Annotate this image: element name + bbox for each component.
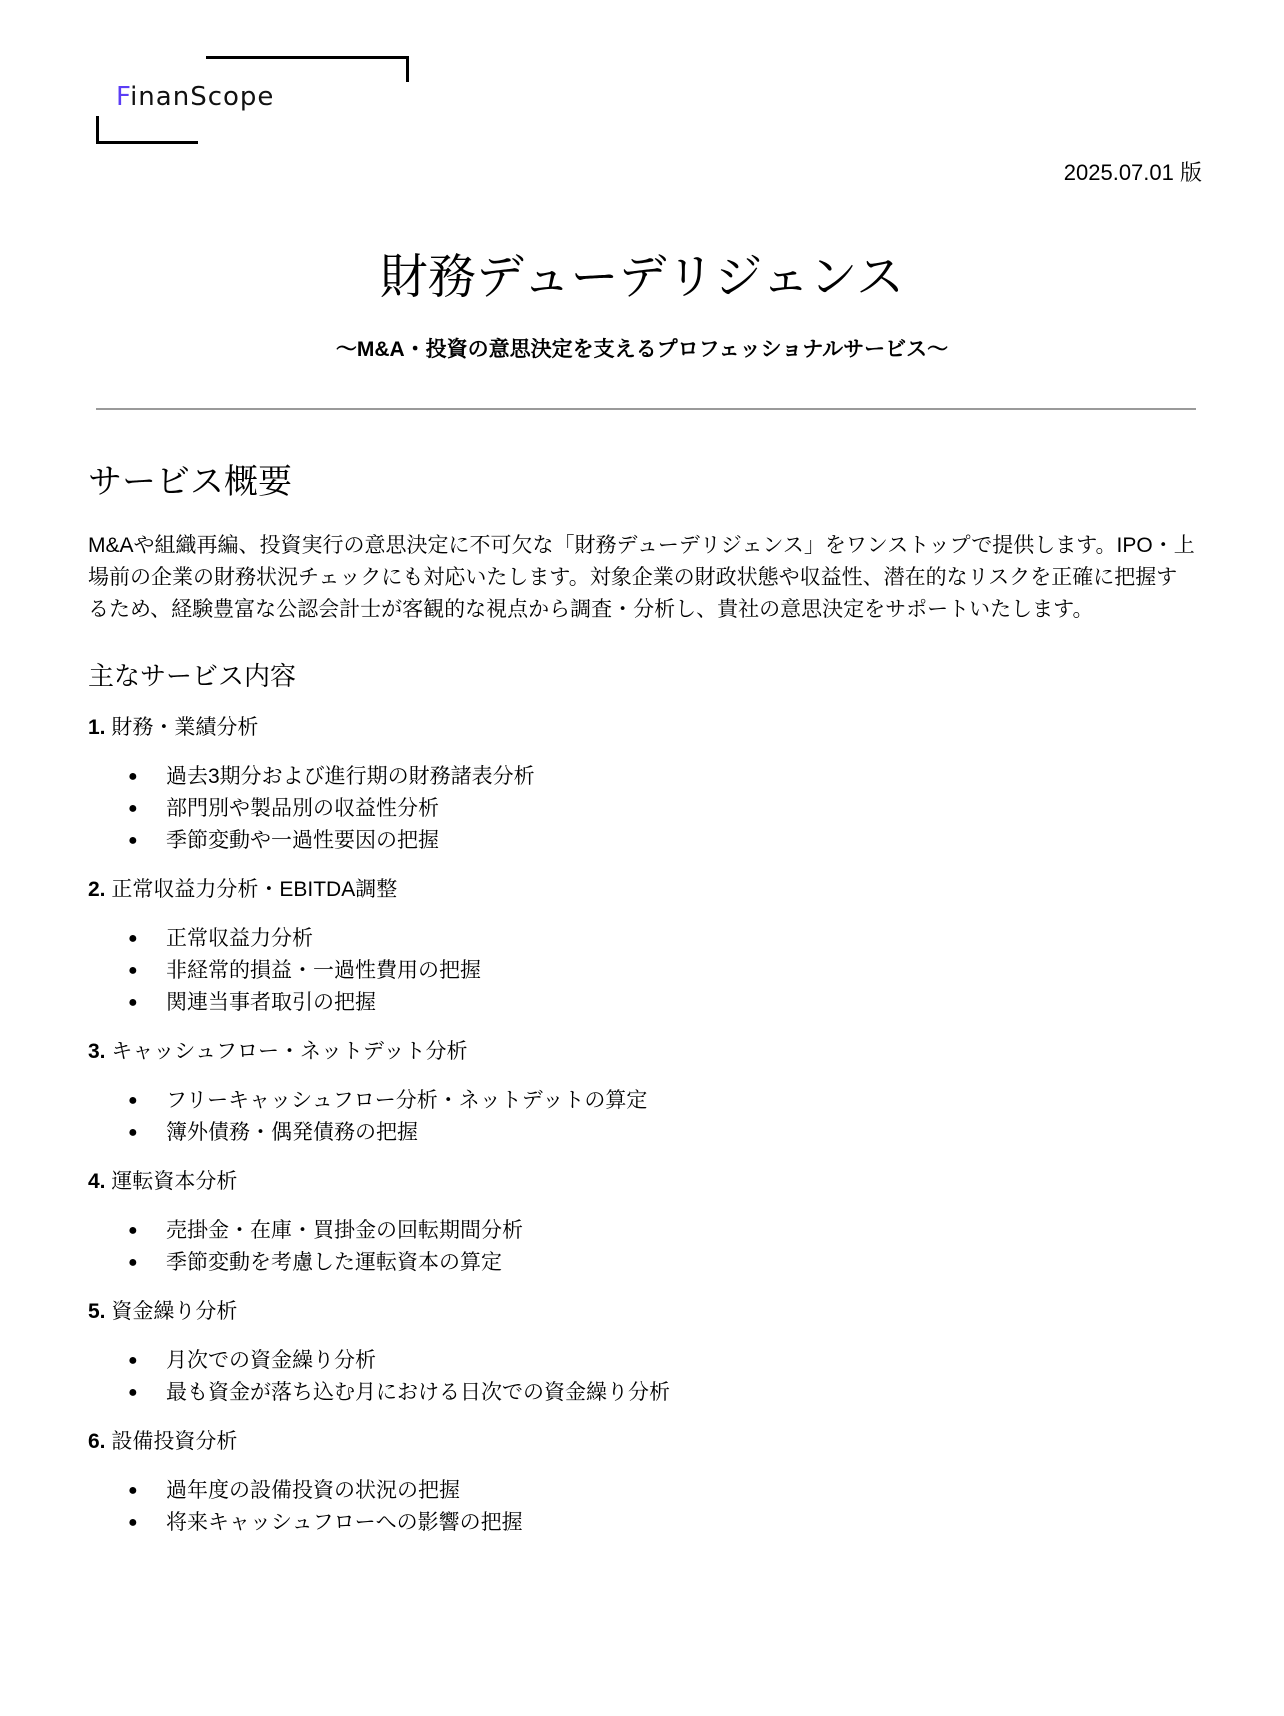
document-body [88,458,1198,1556]
service-number: 2. [88,878,106,901]
service-title-label: 資金繰り分析 [111,1300,238,1323]
finanscope-logo [96,56,316,146]
bullet-icon: ● [128,768,138,785]
logo-bracket-top-right [206,56,409,82]
service-item-list [88,1345,1198,1409]
logo-accent-letter: F [116,82,131,112]
service-title-label: 正常収益力分析・EBITDA調整 [111,878,398,901]
list-item-text: 非経常的損益・一過性費用の把握 [166,959,481,982]
list-item [88,825,1198,857]
service-group [88,874,1198,1019]
list-item-text: 関連当事者取引の把握 [166,991,376,1014]
bullet-icon: ● [128,1222,138,1239]
service-item-list [88,761,1198,857]
list-item [88,1117,1198,1149]
list-item-text: 部門別や製品別の収益性分析 [166,797,439,820]
overview-paragraph: M&Aや組織再編、投資実行の意思決定に不可欠な「財務デューデリジェンス」をワンストップで提供します。IPO・上場前の企業の財務状況チェックにも対応いたします。対象企業の財政状態や収益性、潜在的なリスクを正確に把握するため、経験豊富な公認会計士が客観的な視点から調査・分析し、貴社の意思決定をサポートいたします。 [88,534,1195,621]
overview-heading: サービス概要 [88,463,292,501]
divider [96,408,1196,410]
bullet-icon: ● [128,1352,138,1369]
service-number: 4. [88,1170,106,1193]
bullet-icon: ● [128,1092,138,1109]
list-item-text: 季節変動を考慮した運転資本の算定 [166,1251,502,1274]
services-heading: 主なサービス内容 [88,661,297,691]
service-number: 3. [88,1040,106,1063]
service-group [88,1426,1198,1539]
service-title [88,1166,1198,1198]
service-number: 1. [88,716,106,739]
bullet-icon: ● [128,832,138,849]
bullet-icon: ● [128,930,138,947]
list-item-text: 将来キャッシュフローへの影響の把握 [166,1511,523,1534]
bullet-icon: ● [128,1482,138,1499]
service-number: 6. [88,1430,106,1453]
list-item-text: 売掛金・在庫・買掛金の回転期間分析 [166,1219,523,1242]
service-group [88,712,1198,857]
service-title-label: 財務・業績分析 [111,716,259,739]
list-item-text: 過去3期分および進行期の財務諸表分析 [166,765,535,788]
version-date: 2025.07.01 版 [1063,160,1202,185]
service-group [88,1296,1198,1409]
list-item-text: 正常収益力分析 [166,927,313,950]
list-item-text: 季節変動や一過性要因の把握 [166,829,439,852]
logo-text [116,82,274,112]
list-item [88,923,1198,955]
list-item [88,987,1198,1019]
service-title [88,1296,1198,1328]
service-title [88,1426,1198,1458]
list-item [88,1345,1198,1377]
service-groups [88,712,1198,1539]
service-group [88,1036,1198,1149]
logo-text-rest: inanScope [130,82,275,112]
service-title [88,712,1198,744]
service-title [88,1036,1198,1068]
bullet-icon: ● [128,1384,138,1401]
service-item-list [88,923,1198,1019]
service-number: 5. [88,1300,106,1323]
list-item [88,955,1198,987]
list-item-text: 月次での資金繰り分析 [166,1349,376,1372]
service-item-list [88,1215,1198,1279]
service-title [88,874,1198,906]
list-item [88,1085,1198,1117]
list-item [88,1475,1198,1507]
list-item [88,793,1198,825]
list-item [88,1215,1198,1247]
list-item [88,1377,1198,1409]
list-item [88,1247,1198,1279]
bullet-icon: ● [128,994,138,1011]
service-title-label: 設備投資分析 [111,1430,238,1453]
service-group [88,1166,1198,1279]
page-subtitle: 〜M&A・投資の意思決定を支えるプロフェッショナルサービス〜 [335,338,949,361]
list-item-text: フリーキャッシュフロー分析・ネットデットの算定 [166,1089,648,1112]
list-item-text: 過年度の設備投資の状況の把握 [166,1479,460,1502]
list-item [88,1507,1198,1539]
service-item-list [88,1085,1198,1149]
logo-bracket-bottom-left [96,116,198,144]
page-title: 財務デューデリジェンス [379,251,905,304]
list-item [88,761,1198,793]
service-title-label: 運転資本分析 [111,1170,238,1193]
list-item-text: 簿外債務・偶発債務の把握 [166,1121,418,1144]
bullet-icon: ● [128,962,138,979]
bullet-icon: ● [128,800,138,817]
bullet-icon: ● [128,1254,138,1271]
list-item-text: 最も資金が落ち込む月における日次での資金繰り分析 [166,1381,670,1404]
service-item-list [88,1475,1198,1539]
bullet-icon: ● [128,1514,138,1531]
service-title-label: キャッシュフロー・ネットデット分析 [111,1040,468,1063]
bullet-icon: ● [128,1124,138,1141]
